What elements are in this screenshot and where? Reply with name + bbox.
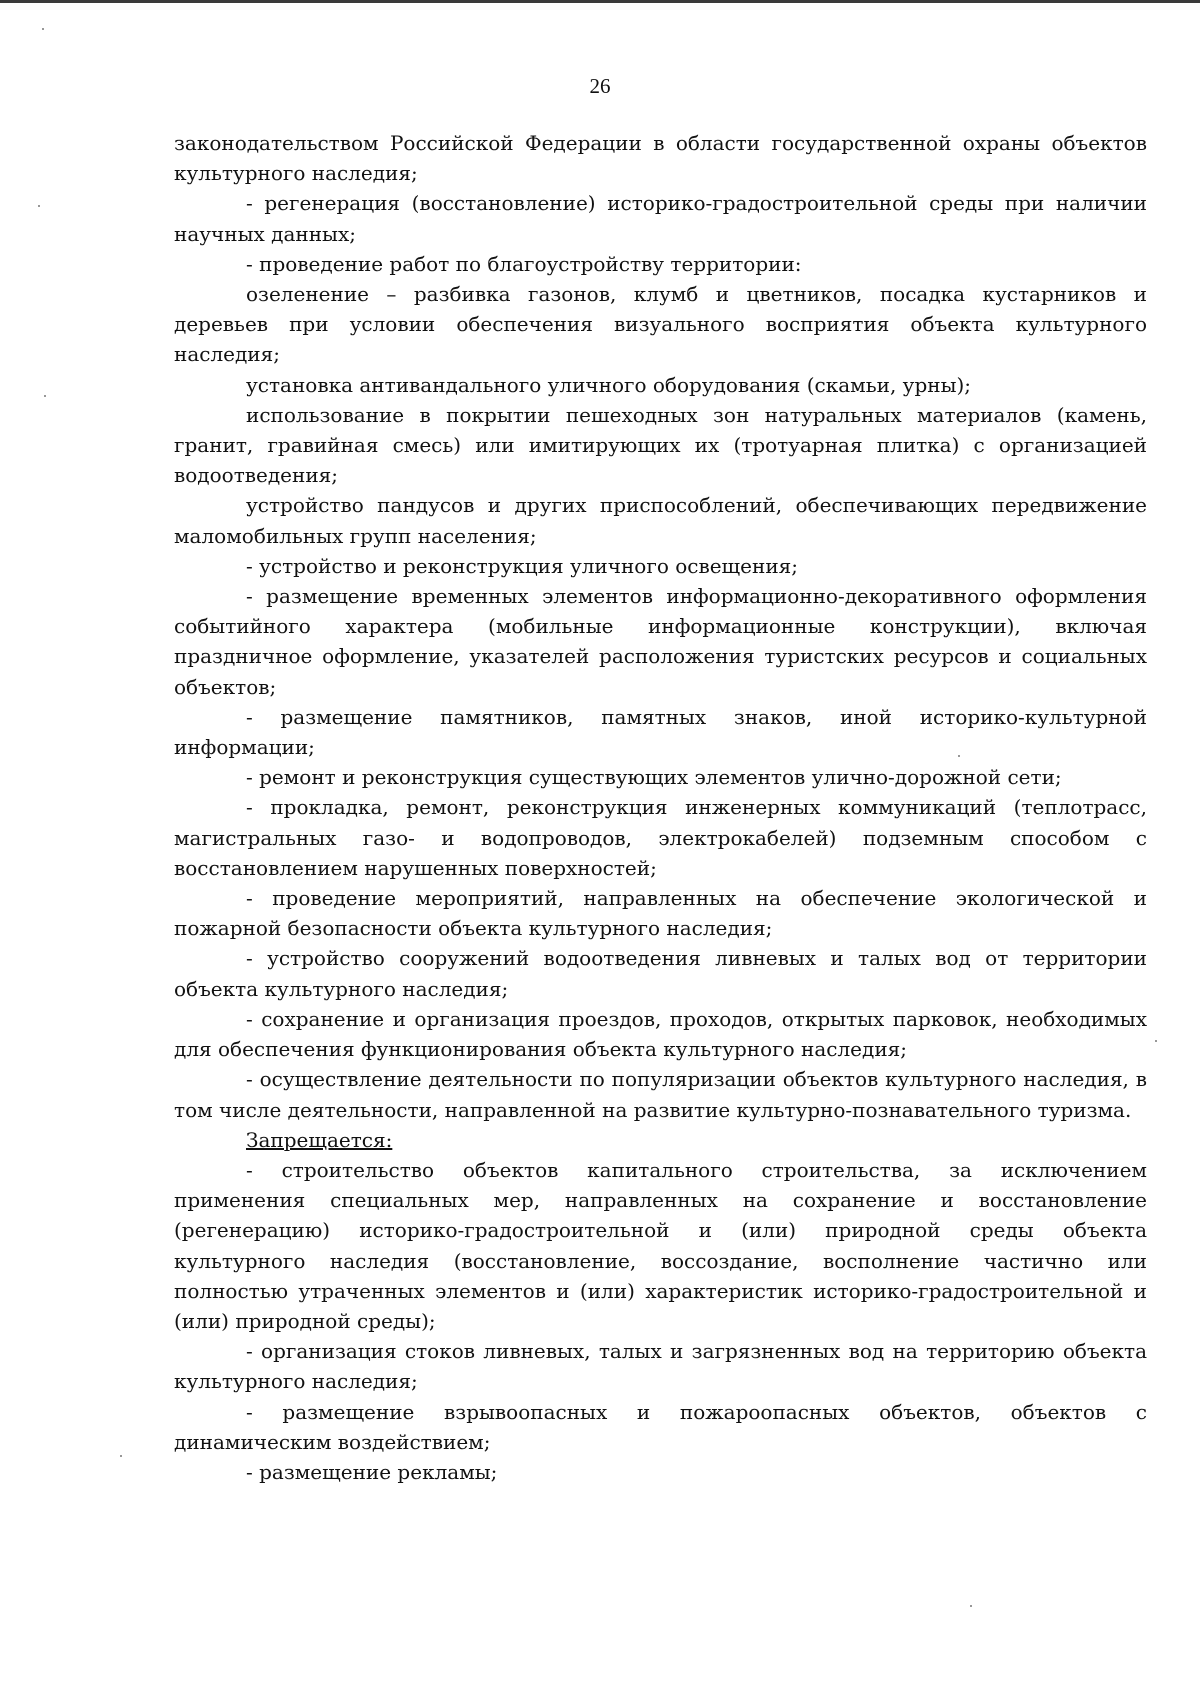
- paragraph: - размещение временных элементов информационно-декоративного оформления событийного характера (мобильные информационные конструкции), включая праздничное оформление, указателей расположения туристских ресурсов и социальных объектов;: [174, 584, 1147, 699]
- prohibited-item: - размещение взрывоопасных и пожароопасных объектов, объектов с динамическим воздействием;: [174, 1399, 1147, 1454]
- paragraph: устройство пандусов и других приспособлений, обеспечивающих передвижение маломобильных групп населения;: [174, 493, 1147, 548]
- paragraph: - размещение памятников, памятных знаков, иной историко-культурной информации;: [174, 704, 1147, 760]
- paragraph: - прокладка, ремонт, реконструкция инженерных коммуникаций (теплотрасс, магистральных газо- и водопроводов, электрокабелей) подземным способом с восстановлением нарушенных поверхностей;: [174, 795, 1147, 880]
- prohibited-item: - строительство объектов капитального строительства, за исключением применения специальных мер, направленных на сохранение и восстановление (регенерацию) историко-градостроительной и (или) природной среды объекта культурного наследия (восстановление, воссоздание, восполнение частично или полностью утраченных элементов и (или) характеристик историко-градостроительной и (или) природной среды);: [174, 1157, 1147, 1333]
- paragraph: - сохранение и организация проездов, проходов, открытых парковок, необходимых для обеспечения функционирования объекта культурного наследия;: [174, 1006, 1147, 1062]
- scan-speck: [958, 755, 960, 757]
- paragraph: - осуществление деятельности по популяризации объектов культурного наследия, в том числе деятельности, направленной на развитие культурно-познавательного туризма.: [174, 1067, 1147, 1122]
- scan-speck: [970, 1605, 972, 1607]
- scan-speck: [38, 205, 40, 207]
- scan-speck: [42, 28, 44, 30]
- paragraph: использование в покрытии пешеходных зон натуральных материалов (камень, гранит, гравийная смесь) или имитирующих их (тротуарная плитка) с организацией водоотведения;: [174, 402, 1147, 488]
- page-number: 26: [589, 74, 611, 98]
- prohibited-heading-line: [174, 1125, 1147, 1155]
- prohibited-item: - организация стоков ливневых, талых и загрязненных вод на территорию объекта культурного наследия;: [174, 1339, 1147, 1394]
- paragraph: озеленение – разбивка газонов, клумб и цветников, посадка кустарников и деревьев при условии обеспечения визуального восприятия объекта культурного наследия;: [174, 282, 1147, 367]
- paragraph: - проведение работ по благоустройству территории:: [246, 251, 802, 276]
- paragraph-continuation: законодательством Российской Федерации в области государственной охраны объектов культурного наследия;: [174, 131, 1147, 186]
- paragraph: - проведение мероприятий, направленных на обеспечение экологической и пожарной безопасности объекта культурного наследия;: [174, 886, 1147, 941]
- document-body: [174, 128, 1147, 1487]
- scan-speck: [1155, 1040, 1157, 1042]
- prohibited-item: - размещение рекламы;: [246, 1459, 498, 1484]
- paragraph: - устройство и реконструкция уличного освещения;: [246, 553, 799, 578]
- paragraph: - ремонт и реконструкция существующих элементов улично-дорожной сети;: [246, 765, 1062, 790]
- scan-top-edge: [0, 0, 1200, 3]
- scan-speck: [120, 1455, 122, 1457]
- prohibited-heading: Запрещается:: [246, 1127, 393, 1152]
- paragraph: - регенерация (восстановление) историко-градостроительной среды при наличии научных данных;: [174, 191, 1147, 246]
- paragraph: установка антивандального уличного оборудования (скамьи, урны);: [246, 372, 972, 397]
- paragraph: - устройство сооружений водоотведения ливневых и талых вод от территории объекта культурного наследия;: [174, 946, 1147, 1001]
- scan-speck: [44, 395, 46, 397]
